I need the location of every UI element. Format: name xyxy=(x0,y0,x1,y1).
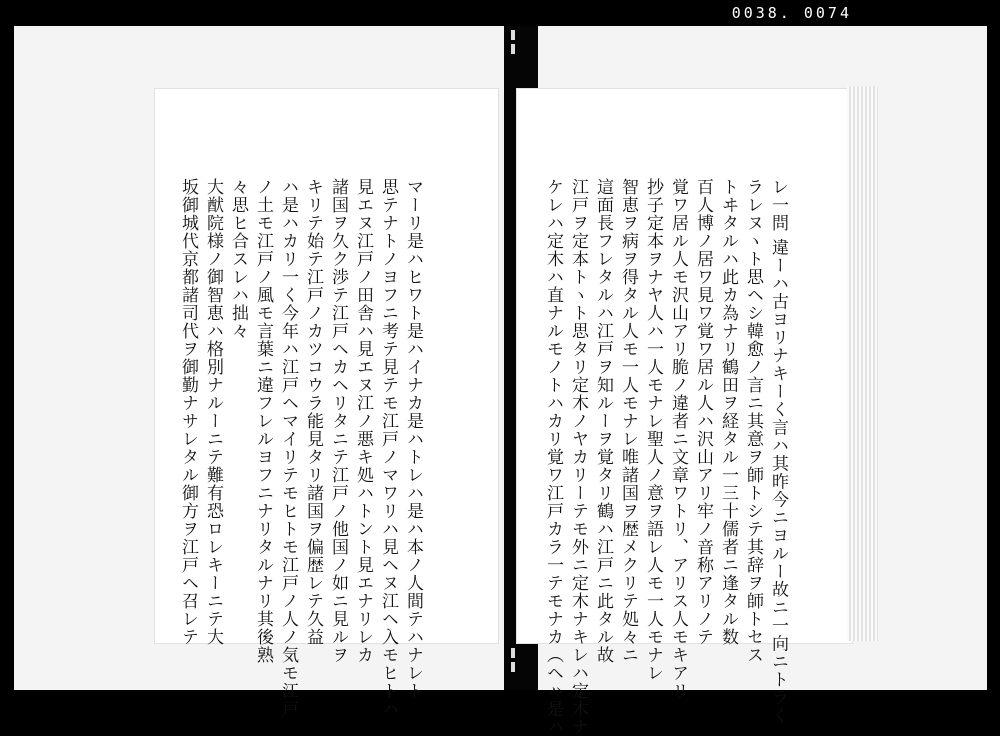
text-column: マーリ是ハヒワト是ハイナカ是ハトレハ是ハ本ノ人間テハナレト xyxy=(403,178,423,700)
text-column: ラレヌヽト思ヘシ韓愈ノ言ニ其意ヲ師トシテ其辞ヲ師トセス xyxy=(743,178,763,664)
text-column: 百人博ノ居ワ見ワ覚ワ居ル人ハ沢山アリ牢ノ音称アリノテ xyxy=(693,178,713,646)
text-column: 々思ヒ合スレハ拙々 xyxy=(228,178,248,340)
gutter-mark xyxy=(511,30,515,40)
frame-number: 0038. 0074 xyxy=(731,4,852,22)
text-column: 江戸ヲ定本トヽト思タリ定木ノヤカリーテモ外ニ定木ナキレハ定木ナ xyxy=(568,178,588,736)
text-column: 坂御城代京都諸司代ヲ御勤ナサレタル御方ヲ江戸ヘ召レテ xyxy=(178,178,198,646)
text-column: 這面長フレタルハ江戸ヲ知ルーヲ覚タリ鶴ハ江戸ニ此タル故 xyxy=(593,178,613,664)
gutter-mark xyxy=(511,648,515,658)
text-column: 諸国ヲ久ク渉テ江戸ヘカヘリタニテ江戸ノ他国ノ如ニ見ルヲ xyxy=(328,178,348,664)
gutter-mark xyxy=(511,662,515,672)
gutter-mark xyxy=(511,44,515,54)
text-column: 覚ワ居ル人モ沢山アリ脆ノ違者ニ文章ワトリ、アリス人モキアリ xyxy=(668,178,688,700)
text-column: ノ土モ江戸ノ風モ言葉ニ違フレルヨフニナリタルナリ其後熟 xyxy=(253,178,273,664)
text-column: 智恵ヲ病ヲ得タル人モ一人モナレ唯諸国ヲ歴メクリテ処々ニ xyxy=(618,178,638,664)
left-page-text xyxy=(175,178,425,718)
text-column: 大猷院様ノ御智恵ハ格別ナルーニテ難有恐ロレキーニテ大 xyxy=(203,178,223,646)
text-column: レ一問 違ーハ古ヨリナキーく言ハ其昨今ニヨルー故ニ一向ニトラく xyxy=(768,178,788,725)
text-column: キリテ始テ江戸ノカツコウラ能見タリ諸国ヲ偏歴レテ久益 xyxy=(303,178,323,646)
page-edges xyxy=(847,86,878,641)
right-page-text xyxy=(540,178,790,736)
text-column: ケレハ定木ハ直ナルモノトハカリ覚ワ江戸カラ一テモナカ（ヘハ是ハ xyxy=(543,178,563,736)
text-column: トヰタルハ此カ為ナリ鶴田ヲ経タル一三十儒者ニ逢タル数 xyxy=(718,178,738,646)
text-column: ハ是ハカリ一く今年ハ江戸ヘマイリテモヒトモ江戸ノ人ノ気モ江戸 xyxy=(278,178,298,718)
text-column: 思テナトノヨフニ考テ見テモ江戸ノマワリハ見ヘヌ江ヘ入モヒトハ xyxy=(378,178,398,718)
text-column: 抄子定本ヲナヤ人ハ一人モナレ聖人ノ意ヲ語レ人モ一人モナレ xyxy=(643,178,663,682)
text-column: 見エヌ江戸ノ田舎ハ見エヌ江ノ悪キ処ハトント見エナリレカ xyxy=(353,178,373,664)
